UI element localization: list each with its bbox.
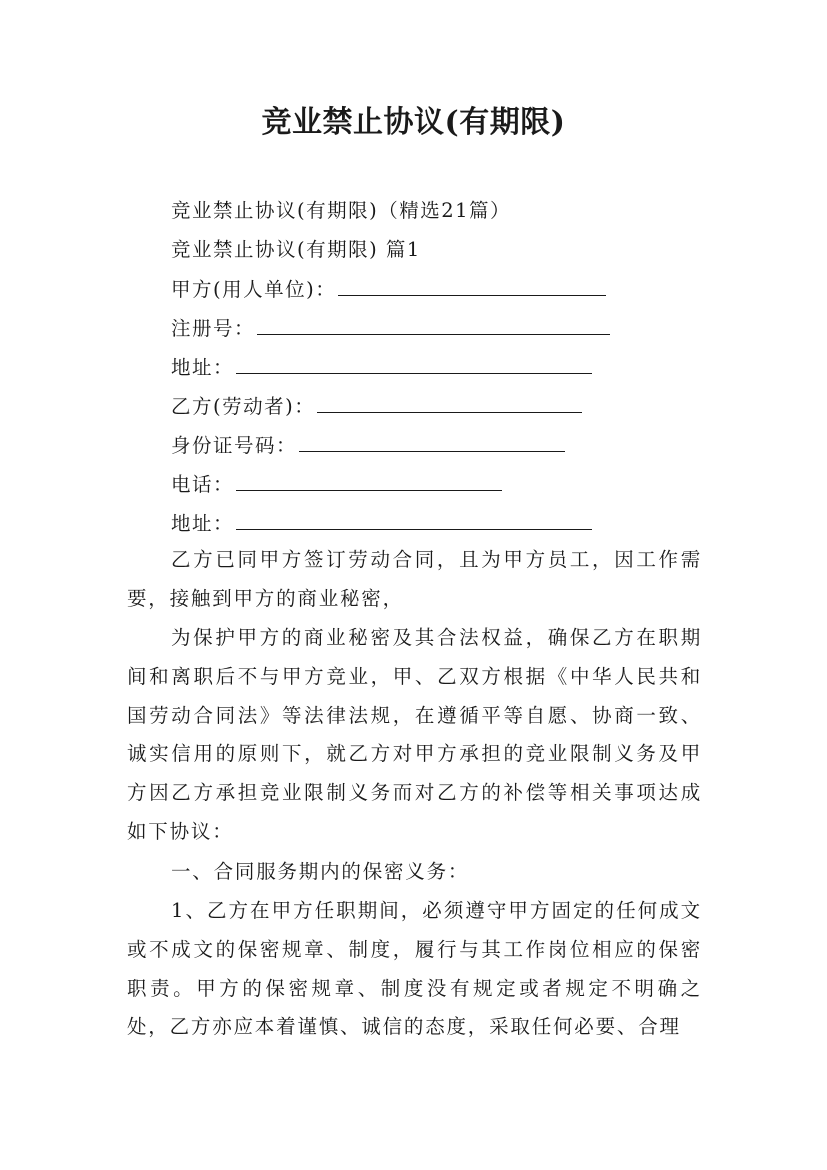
field-id-number bbox=[171, 431, 565, 460]
field-label: 注册号： bbox=[171, 317, 256, 340]
field-label: 地址： bbox=[171, 356, 235, 379]
field-label: 身份证号码： bbox=[171, 434, 298, 457]
paragraph-purpose: 为保护甲方的商业秘密及其合法权益，确保乙方在职期间和离职后不与甲方竞业，甲、乙双方根据《中华人民共和国劳动合同法》等法律法规，在遵循平等自愿、协商一致、诚实信用的原则下，就乙方对甲方承担的竞业限制义务及甲方因乙方承担竞业限制义务而对乙方的补偿等相关事项达成如下协议： bbox=[127, 626, 702, 843]
field-address-b bbox=[171, 509, 592, 538]
paragraph-clause-1: 1、乙方在甲方任职期间，必须遵守甲方固定的任何成文或不成文的保密规章、制度，履行与其工作岗位相应的保密职责。甲方的保密规章、制度没有规定或者规定不明确之处，乙方亦应本着谨慎、诚信的态度，采取任何必要、合理 bbox=[127, 899, 702, 1039]
fill-in-blank bbox=[236, 353, 592, 374]
field-label: 乙方(劳动者)： bbox=[171, 395, 316, 418]
field-address-a bbox=[171, 353, 592, 382]
fill-in-blank bbox=[338, 275, 606, 296]
fill-in-blank bbox=[317, 392, 582, 413]
document-title: 竞业禁止协议(有期限) bbox=[261, 105, 566, 140]
paragraph-intro: 乙方已同甲方签订劳动合同，且为甲方员工，因工作需要，接触到甲方的商业秘密， bbox=[127, 548, 702, 610]
field-label: 电话： bbox=[171, 473, 235, 496]
fill-in-blank bbox=[236, 509, 592, 530]
document-subtitle: 竞业禁止协议(有期限)（精选21篇） bbox=[171, 199, 512, 222]
fill-in-blank bbox=[299, 431, 565, 452]
field-registration-number bbox=[171, 314, 610, 343]
field-label: 甲方(用人单位)： bbox=[171, 278, 337, 301]
field-phone bbox=[171, 470, 502, 499]
section-heading: 竞业禁止协议(有期限) 篇1 bbox=[171, 238, 421, 261]
fill-in-blank bbox=[236, 470, 502, 491]
field-label: 地址： bbox=[171, 512, 235, 535]
field-party-b bbox=[171, 392, 582, 421]
field-party-a bbox=[171, 275, 606, 304]
fill-in-blank bbox=[257, 314, 610, 335]
paragraph-section-one-heading: 一、合同服务期内的保密义务： bbox=[171, 860, 470, 883]
